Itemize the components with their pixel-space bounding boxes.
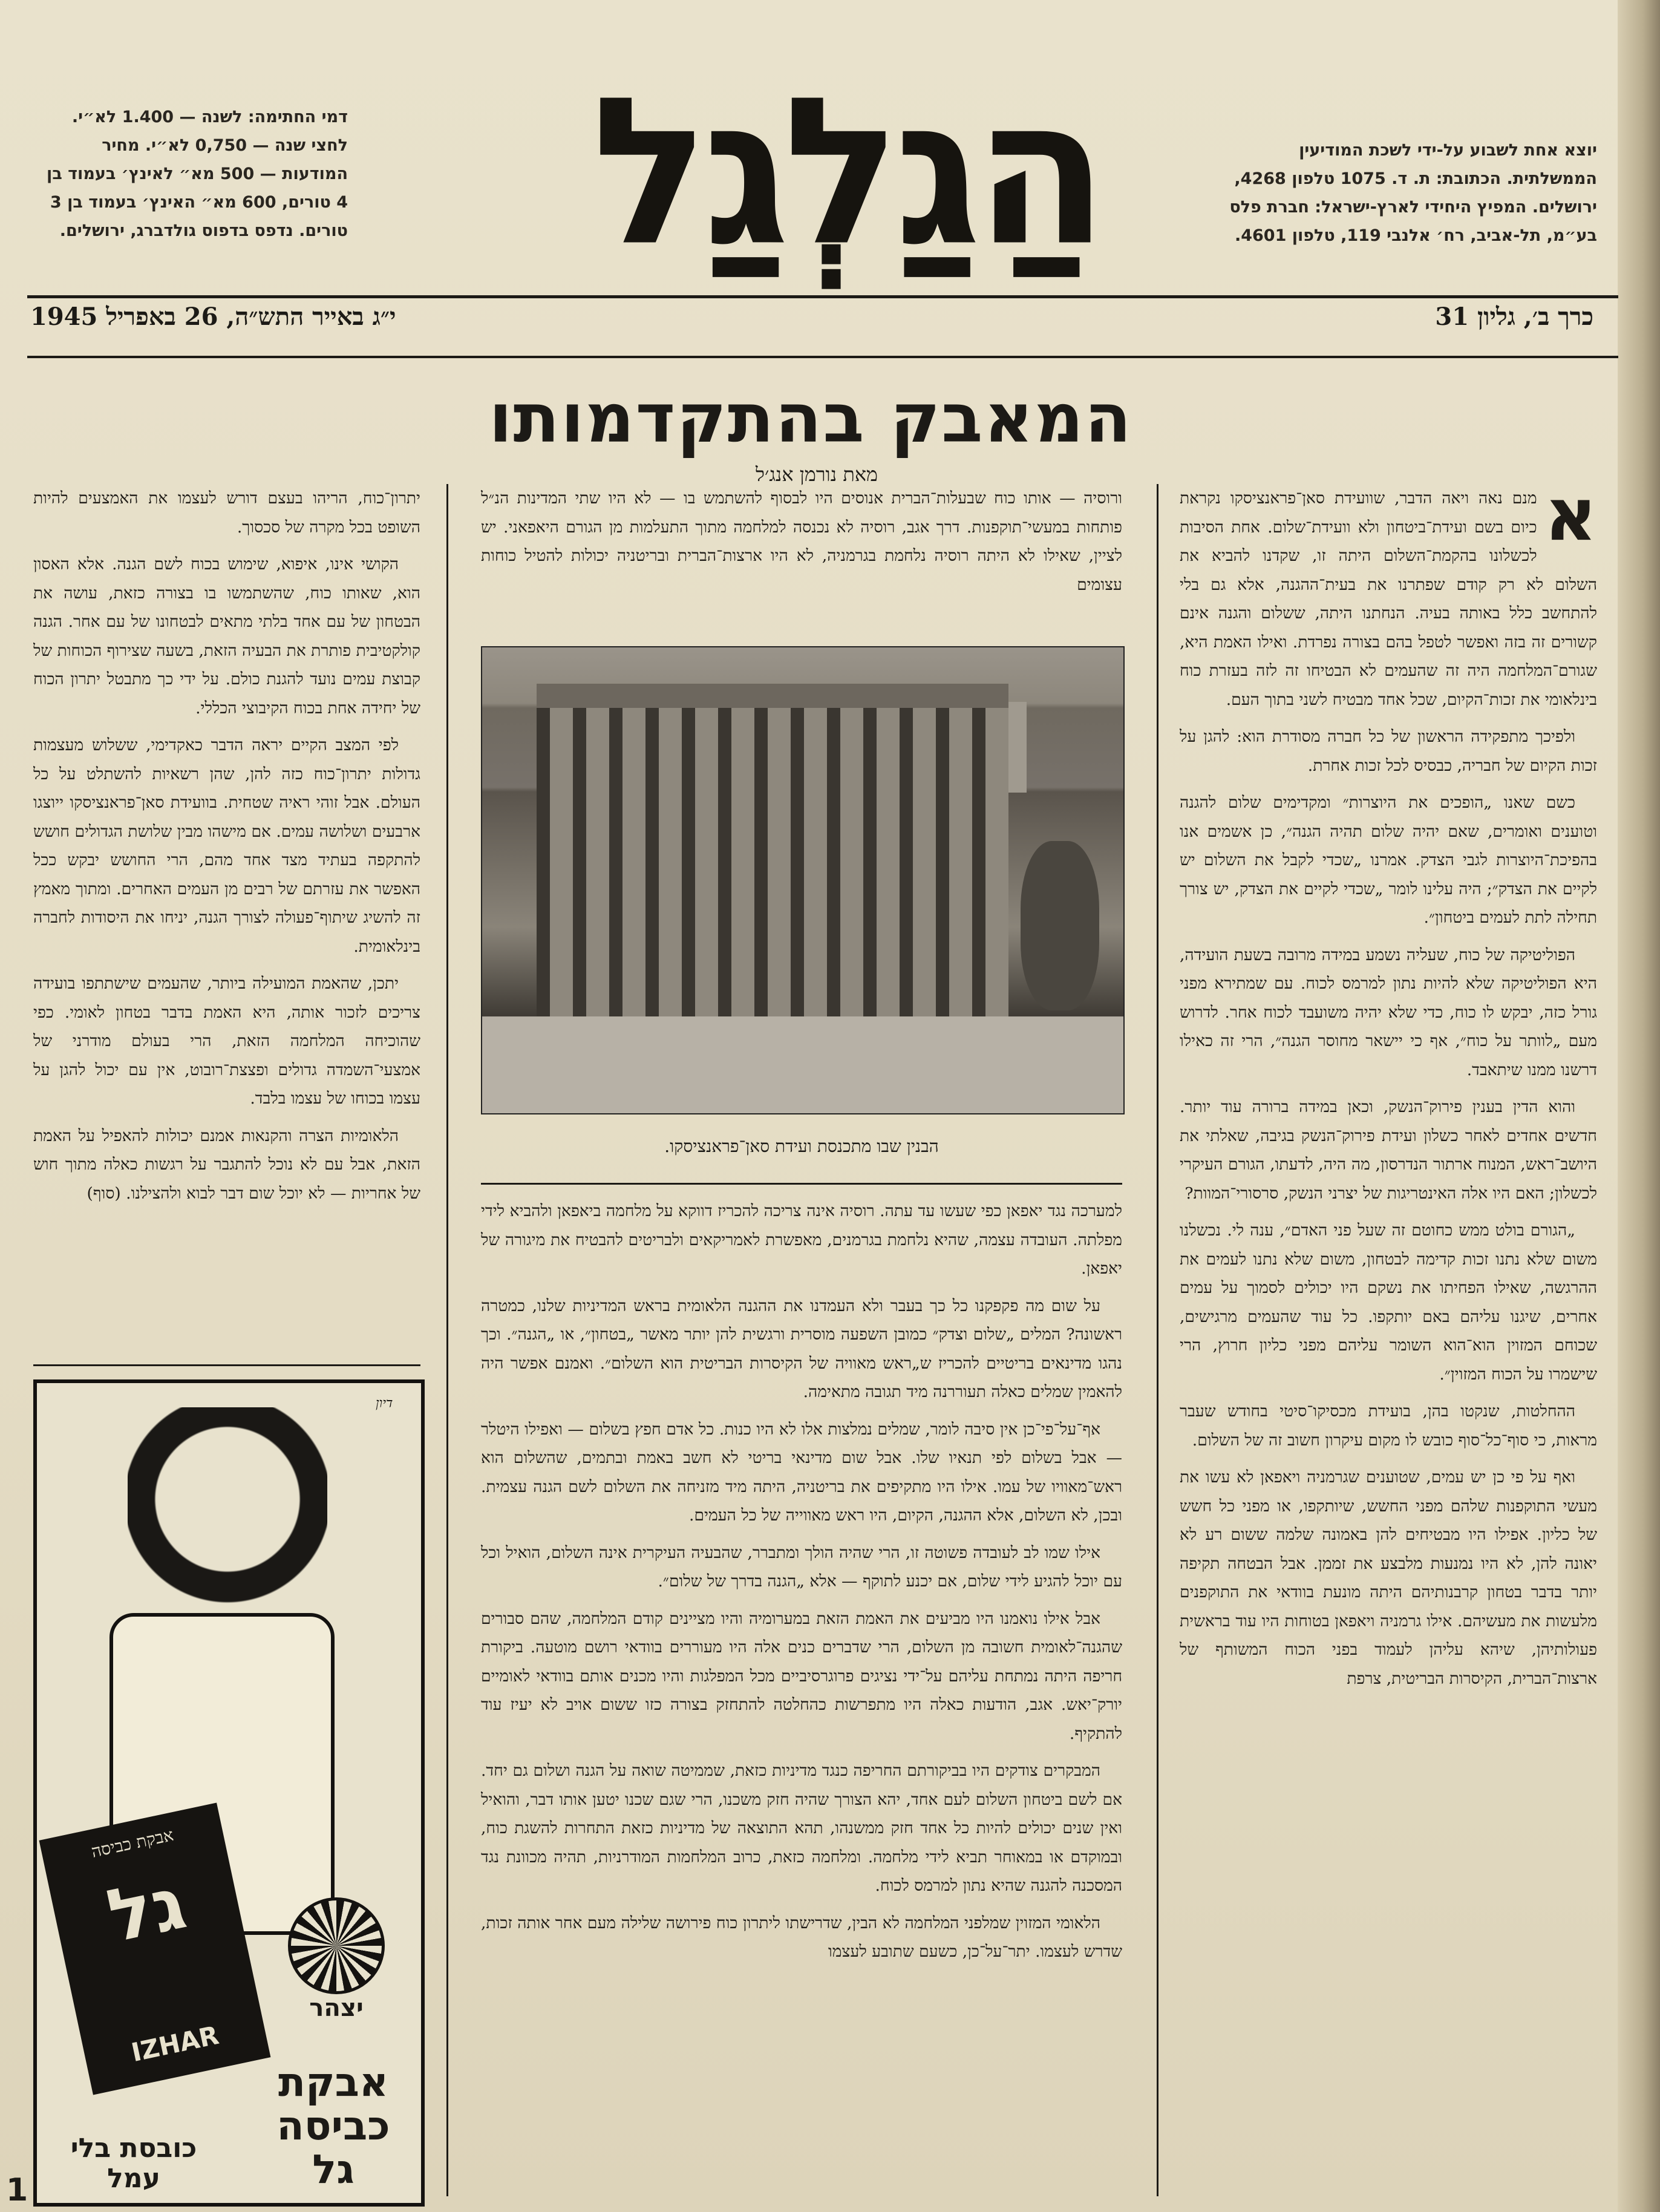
article-column-right: [1180, 484, 1597, 2202]
issue-date: י״ג באייר התש״ה, 26 באפריל 1945: [30, 303, 396, 331]
ad-divider: [33, 1364, 420, 1366]
publisher-info: יוצא אחת לשבוע על-ידי לשכת המודיעין הממשלתית. הכתובת: ת. ד. 1075 טלפון 4268, ירושלים. המפיץ היחידי לארץ-ישראל: חברת פלס בע״מ, תל-אביב, רח׳ אלנבי 119, טלפון 4601.: [1229, 141, 1597, 245]
photo-caption: הבנין שבו מתכנסת ועידת סאן־פראנציסקו.: [664, 1136, 939, 1156]
section-divider: [481, 1183, 1122, 1185]
article-headline: המאבק בהתקדמותו: [489, 379, 1132, 458]
article-column-middle-top: [481, 484, 1122, 635]
paragraph: ולפיכך מתפקידה הראשון של כל חברה מסודרת הוא: להגן על זכות הקיום של חבריה, כבסיס לכל זכות אחרת.: [1180, 727, 1597, 775]
ad-tagline: כובסת בלי עמל: [70, 2133, 197, 2194]
paragraph: ורוסיה — אותו כוח שבעלות־הברית אנוסים היו לבסוף להשתמש בו — לא היו שתי המדינות הנ״ל פותחות במעשי־תוקפנות. דרך אגב, רוסיה לא נכנסה למלחמה מתוך התעלמות מן הגורם היאפאני. יש לציין, שאילו לא היתה רוסיה נלחמת בגרמניה, לא היו ארצות־הברית ובריטניה יכולות להטיל כוחות עצומים: [481, 489, 1122, 594]
soap-advertisement: [33, 1379, 425, 2207]
article-column-left: [33, 484, 420, 1355]
issue-volume: כרך ב׳, גליון 31: [1435, 303, 1593, 331]
paragraph: אילו שמו לב לעובדה פשוטה זו, הרי שהיה הולך ומתברר, שהבעיה העיקרית אינה השלום, הואיל וכל עם יוכל להגיע לידי שלום, אם יכנע לתוקף — אלא „הגנה בדרך של שלום״.: [481, 1543, 1122, 1591]
paragraph: הקושי אינו, איפוא, שימוש בכוח לשם הגנה. אלא האסון הוא, שאותו כוח, שהשתמשו בו בצורה כזאת, עושה את הבטחון של עם אחד בלתי מתאים לבטחונו של עם אחר. הגנה קולקטיבית פותרת את הבעיה הזאת, בשעה שצירוף הכוחות של קבוצת עמים נועד להגנת כולם. על ידי כך מתבטל יתרון הכוח של יחידה אחת בכוח הקיבוצי הכללי.: [33, 555, 420, 718]
paragraph: למערכה נגד יאפאן כפי שעשו עד עתה. רוסיה אינה צריכה להכריז דווקא על מלחמה ביאפאן ולהביא לידי מפלתה. העובדה עצמה, שהיא נלחמת בגרמנים, מאפשרת לאמריקאים ולבריטים להבטיח את מיגורה של יאפאן.: [481, 1202, 1122, 1278]
paragraph: הלאומיות הצרה והקנאות אמנם יכולות להאפיל על האמת הזאת, אבל עם לא נוכל להתגבר על רגשות כאלה מתוך חוש של אחריות — לא יוכל שום דבר לבוא ולהצילנו. (סוף): [33, 1126, 420, 1203]
page-binding: [1618, 0, 1660, 2212]
paragraph: „הגורם בולט ממש כחוטם זה שעל פני האדם״, ענה לי. נכשלנו משום שלא נתנו זכות קדימה לבטחון, משום שלא נתנו לעמים את ההרגשה, שאילו הפחיתו את נשקם היו יכולים לסמוך על עמים אחרים, שיגנו עליהם באם יותקפו. כל עוד שהעמים מרגישים, שכוחם המזוין הוא־הוא השומר עליהם מפני כליון חרוץ, הרי שישמרו על הכוח המזוין״.: [1180, 1221, 1597, 1384]
paragraph: ואף על פי כן יש עמים, שטוענים שגרמניה ויאפאן לא עשו את מעשי התוקפנות שלהם מפני החשש, שיותקפו, או מפני כל חשש של כליון. אפילו היו מבטיחים להן באמונה שלמה ששום רע לא יאונה להן, לא היו נמנעות מלבצע את זממן. אבל הבטחה תקיפה יותר בדבר בטחון קרבנותיהם היתה מונעת בוודאי את התוקפנים מלעשות את מעשיהם. אילו גרמניה ויאפאן בטוחות היו עוד בראשית פעולותיהן, שיהא עליהן לעמוד בפני הכוח המשותף של ארצות־הברית, הקיסרות הבריטית, צרפת: [1180, 1468, 1597, 1688]
woman-illustration: [128, 1407, 327, 1637]
article-column-middle: [481, 1197, 1122, 2201]
paragraph: על שום מה פקפקנו כל כך בעבר ולא העמדנו את ההגנה הלאומית בראש המדיניות שלנו, כמטרה ראשונה? המלים „שלום וצדק״ כמובן השפעה מוסרית ורגשית להן יותר מאשר „בטחון״, או „הגנה״. וכך נהגו מדינאים בריטיים להכריז ש„ראש מאוויה של הקיסרות הבריטית הוא השלום״. ואמנם אפשר היה להאמין שמלים כאלה תעוררנה מיד תגובה מתאימה.: [481, 1296, 1122, 1401]
conference-building-photo: [481, 646, 1125, 1114]
paragraph: ההחלטות, שנקטו בהן, בועידת מכסיקו־סיטי בחודש שעבר מראות, כי סוף־כל־סוף כובש לו מקום עיקרון חשוב זה של השלום.: [1180, 1402, 1597, 1450]
paragraph: הלאומי המזוין שמלפני המלחמה לא הבין, שדרישתו ליתרון כוח פירושה שלילה מעם אחר אותה זכות, שדרש לעצמו. יתר־על־כן, כשעם שתובע לעצמו: [481, 1913, 1122, 1961]
article-byline: מאת נורמן אנג׳ל: [756, 463, 878, 486]
box-brand: גל: [100, 1860, 193, 1960]
paragraph: יתרון־כוח, הריהו בעצם דורש לעצמו את האמצעים להיות השופט בכל מקרה של סכסוך.: [33, 489, 420, 537]
ad-slogan: אבקת כביסה גל: [276, 2059, 390, 2193]
box-caption: אבקת כביסה: [90, 1824, 175, 1862]
paragraph: מנם נאה ויאה הדבר, שוועידת סאן־פראנציסקו נקראת כיום בשם ועידת־ביטחון ולא וועידת־שלום. אחת הסיבות לכשלונו בהקמת־השלום היתה זו, שקדנו להביא את השלום לא רק קודם שפתרנו את בעית־ההגנה, אלא גם בלי להתחשב כלל באותה בעיה. הנחתנו היתה, ששלום והגנה אינם קשורים זה בזה ואפשר לטפל בהם בצורה נפרדת. ואילו האמת היא, שגורם־המלחמה היה זה שהעמים לא הבטיחו זה לזה בעזרת כוח בינלאומי את זכות־הקיום, שכל אחד מבטיח לשני בתוך העם.: [1180, 489, 1597, 709]
column-divider: [446, 484, 448, 2196]
emblem-label: יצהר: [309, 1994, 364, 2022]
ad-signature: דיון: [376, 1396, 393, 1411]
masthead-rule-top: [27, 295, 1618, 298]
masthead-title: הַגַלְגַל: [592, 54, 1102, 291]
paragraph: והוא הדין בענין פירוק־הנשק, וכאן במידה ברורה עוד יותר. חדשים אחדים לאחר כשלון ועידת פירוק־הנשק בגיבה, שאלתי את היושב־ראש, המנוח ארתור הנדרסון, מה היה, לדעתו, הגורם העיקרי לכשלון; האם היו אלה האינטריגות של יצרני הנשק, סרסורי־המוות?: [1180, 1098, 1597, 1203]
paragraph: אף־על־פי־כן אין סיבה לומר, שמלים נמלצות אלו לא היו כנות. כל אדם חפץ בשלום — ואפילו היטלר — אבל בשלום לפי תנאיו שלו. אבל שום מדינאי בריטי לא חשב באמת ובתמים, שהשלום הוא ראש־מאוויו של עמו. אילו היו מתקיפים את בריטניה, היתה מיד מזניחה את השלום לשם הגנה עצמית. ובכן, לא השלום, אלא ההגנה, הקיום, היו ראש מאווייה של כל העמים.: [481, 1419, 1122, 1525]
box-latin-brand: IZHAR: [128, 2020, 221, 2068]
paragraph: כשם שאנו „הופכים את היוצרות״ ומקדימים שלום להגנה וטוענים ואומרים, שאם יהיה שלום תהיה הגנה״, כן אשמים אנו בהפיכת־היוצרות לגבי הצדק. אמרנו „שכדי לקבל את השלום יש לקיים את הצדק״; היה עלינו לומר „שכדי לקיים את הצדק, יש צורך תחילה לתת לעמים ביטחון״.: [1180, 793, 1597, 927]
page-number: 1: [6, 2172, 28, 2208]
izhar-emblem-icon: [288, 1897, 385, 1994]
column-divider: [1157, 484, 1158, 2196]
drop-cap: א: [1544, 484, 1597, 557]
paragraph: לפי המצב הקיים יראה הדבר כאקדימי, ששלוש מעצמות גדולות יתרון־כוח כזה להן, שהן רשאיות להשתלט על כל העולם. אבל זוהי ראיה שטחית. בוועידת סאן־פראנציסקו ייוצגו ארבעים ושלושה עמים. אם מישהו מבין שלושת הגדולים חושש להתקפה בעתיד מצד אחד מהם, הרי החושש יבקש ככל האפשר את עזרתם של רבים מן העמים האחרים. ומתוך מאמץ זה להשיג שיתוף־פעולה לצורך הגנה, יניחו את היסודות לחברה בינלאומית.: [33, 736, 420, 956]
paragraph: המבקרים צודקים היו בביקורתם החריפה כנגד מדיניות כזאת, שממיטה שואה על הגנה ושלום גם יחד. אם לשם ביטחון השלום לעם אחד, יהא הצורך שהיה חזק משכנו, הרי שגם שכנו יטען אותו דבר, והואיל ואין שנים יכולים להיות כל אחד חזק ממשנהו, תהא התוצאה של מדיניות כזאת התחרות להשגת כוח, ובמוקדם או במאוחר תביא לידי מלחמה. ומלחמה כזאת, כרוב המלחמות המודרניות, תהיה מכוונת נגד המסכנה להגנה שהיא נתון למרמס לכוח.: [481, 1761, 1122, 1895]
masthead-rule-bottom: [27, 356, 1618, 358]
paragraph: אבל אילו נואמנו היו מביעים את האמת הזאת במערומיה והיו מציינים קודם המלחמה, שהם סבורים שהגנה־לאומית חשובה מן השלום, הרי שדברים כנים אלה היו מעוררים בוודאי רושם מוטעה. ביקורת חריפה היתה נמתחת עליהם על־ידי נציגים פרוגרסיביים מכל המפלגות והיו מכנים אותם בוודאי לאומיים יורק־יאש. אגב, הודעות כאלה היו מתפרשות כהחלטה להתחזק בצורה כזו ששום אויב לא יעיז עוד להתקיף.: [481, 1609, 1122, 1743]
paragraph: יתכן, שהאמת המועילה ביותר, שהעמים שישתתפו בועידה צריכים לזכור אותה, היא האמת בדבר בטחון לאומי. כפי שהוכיחה המלחמה הזאת, הרי בעולם מודרני של אמצעי־השמדה גדולים ופצצת־רובוט, אין עם יכול להגן על עצמו בכוחו של עצמו בלבד.: [33, 974, 420, 1108]
paragraph: הפוליטיקה של כוח, שעליה נשמע במידה מרובה בשעת הועידה, היא הפוליטיקה שלא להיות נתון למרמס לכוח. עם שמתירא מפני גורל כזה, יבקש לו כוח, כדי שלא יהיה משועבד לכוח אחר. לדרוש מעם „לוותר על כוח״, אף כי יישאר מחוסר הגנה״, הרי זה כאילו דרשנו ממנו שיתאבד.: [1180, 945, 1597, 1079]
subscription-info: דמי החתימה: לשנה — 1.400 לא״י. לחצי שנה — 0,750 לא״י. מחיר המודעות — 500 מא״ לאינץ׳ בעמוד בן 4 טורים, 600 מא״ האינץ׳ בעמוד בן 3 טורים. נדפס בדפוס גולדברג, ירושלים.: [47, 108, 348, 240]
